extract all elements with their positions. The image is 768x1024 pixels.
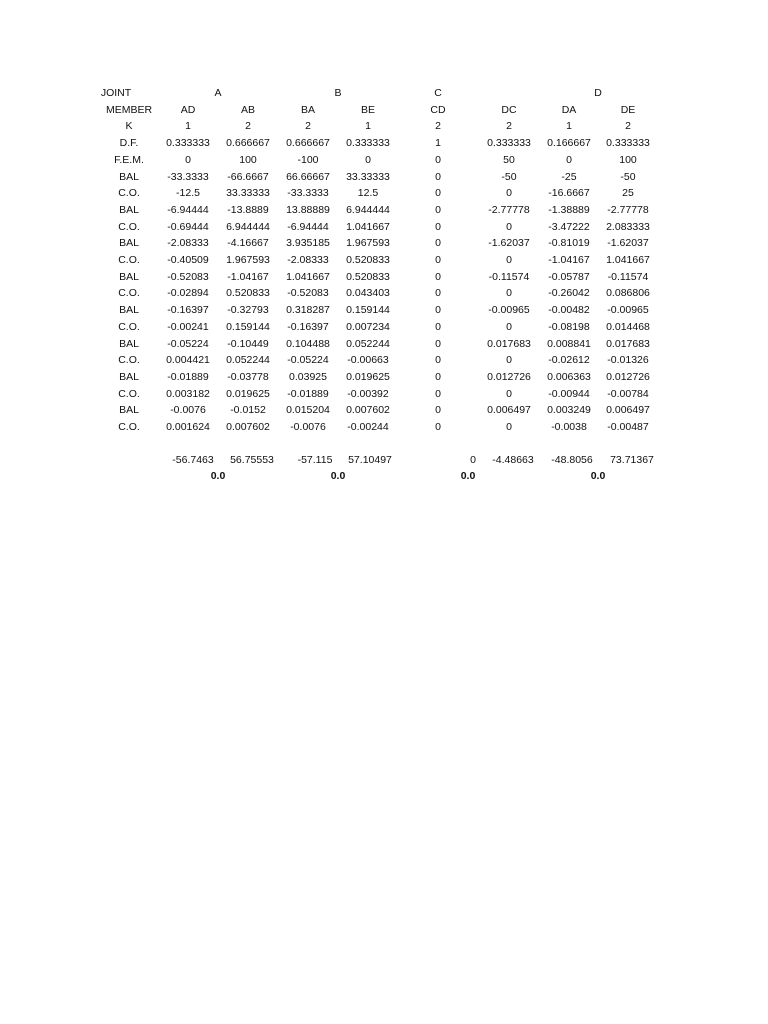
table-cell: -0.00663 (347, 354, 389, 367)
table-cell: -0.0076 (170, 404, 206, 417)
row-label: K (125, 120, 133, 133)
table-cell: 6.944444 (346, 203, 390, 216)
table-cell: 12.5 (357, 187, 379, 200)
row-label: BAL (119, 170, 139, 183)
table-cell: 0.520833 (346, 254, 390, 266)
joint-label: A (214, 87, 222, 99)
table-cell: -50 (501, 170, 517, 183)
table-cell: 0 (506, 387, 512, 400)
row-label: BAL (119, 337, 139, 350)
table-cell: 0 (435, 287, 441, 300)
table-cell: -0.02612 (548, 354, 590, 367)
row-label: C.O. (118, 254, 140, 266)
table-cell: 1.041667 (286, 270, 330, 283)
table-cell: 0.003182 (166, 387, 210, 400)
table-cell: 33.33333 (346, 170, 390, 183)
table-cell: 2 (245, 120, 251, 133)
table-cell: 0 (506, 254, 512, 266)
table-cell: 13.88889 (286, 203, 330, 216)
table-cell: -0.69444 (167, 220, 209, 233)
row-label: BAL (119, 370, 139, 383)
table-cell: 1 (435, 137, 441, 150)
row-label: D.F. (119, 137, 139, 150)
table-cell: 0 (435, 203, 441, 216)
table-cell: -0.05787 (548, 270, 590, 283)
table-cell: -0.01889 (287, 387, 329, 400)
row-label: BAL (119, 270, 139, 283)
table-cell: -0.32793 (227, 304, 269, 317)
total-moment: 57.10497 (348, 453, 392, 466)
table-cell: 0.007602 (346, 404, 390, 417)
table-cell: 0 (435, 270, 441, 283)
table-cell: 0.333333 (166, 137, 210, 150)
table-cell: -0.10449 (227, 337, 269, 350)
table-cell: 0.006497 (487, 404, 531, 417)
table-cell: 0 (185, 153, 191, 166)
table-cell: -0.00784 (607, 387, 649, 400)
table-cell: 0 (506, 421, 512, 433)
row-label: C.O. (118, 387, 140, 400)
table-cell: 3.935185 (286, 237, 330, 250)
table-cell: 0.043403 (346, 287, 390, 300)
row-label: F.E.M. (114, 153, 144, 166)
table-cell: 1 (365, 120, 371, 133)
table-cell: 0.159144 (226, 320, 270, 333)
table-cell: -0.11574 (607, 270, 649, 283)
row-label: BAL (119, 237, 139, 250)
total-moment: -57.115 (297, 453, 333, 466)
table-cell: 50 (503, 153, 515, 166)
table-cell: -0.00965 (488, 304, 530, 317)
table-cell: -0.00392 (347, 387, 389, 400)
table-cell: 0 (365, 153, 371, 166)
table-cell: -50 (620, 170, 636, 183)
table-cell: 2 (305, 120, 311, 133)
table-cell: -0.16397 (287, 320, 329, 333)
table-cell: 0.666667 (286, 137, 330, 150)
table-cell: -0.08198 (548, 320, 590, 333)
total-moment: 73.71367 (610, 453, 654, 466)
table-cell: 0.012726 (606, 370, 650, 383)
table-cell: 0.017683 (606, 337, 650, 350)
table-cell: -0.16397 (167, 304, 209, 317)
row-label: BAL (119, 304, 139, 317)
table-cell: -1.62037 (607, 237, 649, 250)
table-cell: 0.052244 (346, 337, 390, 350)
table-cell: -1.04167 (227, 270, 269, 283)
member-label: DE (620, 103, 636, 116)
table-cell: 0 (435, 370, 441, 383)
member-label: DC (501, 103, 517, 116)
table-cell: 0.019625 (346, 370, 390, 383)
table-cell: -12.5 (176, 187, 200, 200)
table-cell: -100 (297, 153, 319, 166)
table-cell: -0.05224 (167, 337, 209, 350)
row-label: BAL (119, 203, 139, 216)
table-cell: -13.8889 (227, 203, 269, 216)
joint-sum: 0.0 (590, 470, 606, 483)
table-cell: 0.104488 (286, 337, 330, 350)
table-cell: -0.81019 (548, 237, 590, 250)
row-label: BAL (119, 404, 139, 417)
table-cell: 0.666667 (226, 137, 270, 150)
table-cell: -0.02894 (167, 287, 209, 300)
table-cell: 100 (239, 153, 257, 166)
table-cell: 0.052244 (226, 354, 270, 367)
table-cell: 1.041667 (606, 254, 650, 266)
table-cell: 1.967593 (346, 237, 390, 250)
joint-sum: 0.0 (460, 470, 476, 483)
table-cell: -2.77778 (607, 203, 649, 216)
table-cell: -33.3333 (287, 187, 329, 200)
table-cell: 0.333333 (606, 137, 650, 150)
table-cell: -0.00487 (607, 421, 649, 433)
table-cell: 0 (435, 337, 441, 350)
joint-header-label: JOINT (100, 87, 132, 99)
table-cell: -0.0038 (551, 421, 587, 433)
table-cell: -1.38889 (548, 203, 590, 216)
table-cell: 0.001624 (166, 421, 210, 433)
table-cell: -0.52083 (287, 287, 329, 300)
table-cell: -3.47222 (548, 220, 590, 233)
table-cell: 2 (625, 120, 631, 133)
table-cell: 0 (566, 153, 572, 166)
table-cell: 0.166667 (547, 137, 591, 150)
member-label: BA (300, 103, 315, 116)
member-label: DA (561, 103, 577, 116)
table-cell: 0 (506, 187, 512, 200)
table-cell: -2.08333 (287, 254, 329, 266)
table-cell: 0.006497 (606, 404, 650, 417)
table-cell: 0 (435, 404, 441, 417)
table-cell: -2.08333 (167, 237, 209, 250)
table-cell: 2 (506, 120, 512, 133)
table-cell: -6.94444 (167, 203, 209, 216)
table-cell: 66.66667 (286, 170, 330, 183)
table-cell: 0.015204 (286, 404, 330, 417)
total-moment: 56.75553 (230, 453, 274, 466)
table-cell: -33.3333 (167, 170, 209, 183)
table-cell: 0 (506, 220, 512, 233)
table-cell: 0.03925 (289, 370, 327, 383)
table-cell: -1.62037 (488, 237, 530, 250)
table-cell: 0 (435, 220, 441, 233)
table-cell: 33.33333 (226, 187, 270, 200)
table-cell: 0 (506, 287, 512, 300)
table-cell: -6.94444 (287, 220, 329, 233)
member-label: BE (360, 103, 375, 116)
table-cell: -0.00944 (548, 387, 590, 400)
table-cell: -0.00244 (347, 421, 389, 433)
table-cell: 0.003249 (547, 404, 591, 417)
total-moment: 0 (470, 453, 476, 466)
row-label: C.O. (118, 287, 140, 300)
table-cell: -0.26042 (548, 287, 590, 300)
row-label: C.O. (118, 187, 140, 200)
table-cell: -0.00965 (607, 304, 649, 317)
table-cell: 1.967593 (226, 254, 270, 266)
table-cell: -66.6667 (227, 170, 269, 183)
table-cell: -0.01889 (167, 370, 209, 383)
table-cell: 0.086806 (606, 287, 650, 300)
row-label: C.O. (118, 354, 140, 367)
row-label: C.O. (118, 421, 140, 433)
table-cell: 0 (435, 187, 441, 200)
table-cell: -4.16667 (227, 237, 269, 250)
table-cell: 2 (435, 120, 441, 133)
table-cell: -0.0152 (230, 404, 266, 417)
table-cell: 0.333333 (487, 137, 531, 150)
table-cell: 0 (435, 254, 441, 266)
table-cell: 0 (506, 354, 512, 367)
table-cell: 0 (435, 421, 441, 433)
table-cell: 2.083333 (606, 220, 650, 233)
table-cell: 1 (185, 120, 191, 133)
total-moment: -56.7463 (172, 453, 214, 466)
total-moment: -48.8056 (551, 453, 593, 466)
member-label: AD (180, 103, 196, 116)
table-cell: 25 (622, 187, 634, 200)
table-cell: -0.03778 (227, 370, 269, 383)
row-label: C.O. (118, 220, 140, 233)
total-moment: -4.48663 (492, 453, 534, 466)
joint-label: B (334, 87, 342, 99)
joint-label: C (434, 87, 442, 99)
table-cell: 0.007234 (346, 320, 390, 333)
table-cell: 0.520833 (346, 270, 390, 283)
table-cell: 0.333333 (346, 137, 390, 150)
table-cell: -2.77778 (488, 203, 530, 216)
table-cell: 0.004421 (166, 354, 210, 367)
table-cell: 0.012726 (487, 370, 531, 383)
table-cell: -0.40509 (167, 254, 209, 266)
member-label: CD (430, 103, 446, 116)
table-cell: -0.52083 (167, 270, 209, 283)
table-cell: -16.6667 (548, 187, 590, 200)
table-cell: 1.041667 (346, 220, 390, 233)
table-cell: 100 (619, 153, 637, 166)
table-cell: 0.008841 (547, 337, 591, 350)
table-cell: 0 (435, 320, 441, 333)
table-cell: 0.014468 (606, 320, 650, 333)
joint-label: D (594, 87, 602, 99)
table-cell: -1.04167 (548, 254, 590, 266)
table-cell: -0.05224 (287, 354, 329, 367)
table-cell: 1 (566, 120, 572, 133)
table-cell: 0 (435, 304, 441, 317)
table-cell: 0.007602 (226, 421, 270, 433)
table-cell: 0.006363 (547, 370, 591, 383)
table-cell: 0.019625 (226, 387, 270, 400)
table-cell: 0 (506, 320, 512, 333)
table-cell: 0 (435, 354, 441, 367)
table-cell: 0 (435, 170, 441, 183)
table-cell: -0.00241 (167, 320, 209, 333)
joint-sum: 0.0 (330, 470, 346, 483)
table-cell: -0.00482 (548, 304, 590, 317)
member-header-label: MEMBER (105, 103, 153, 116)
table-cell: -0.01326 (607, 354, 649, 367)
joint-sum: 0.0 (210, 470, 226, 483)
table-cell: -0.11574 (488, 270, 530, 283)
member-label: AB (240, 103, 255, 116)
table-cell: 0 (435, 153, 441, 166)
table-cell: 0.017683 (487, 337, 531, 350)
table-cell: 0 (435, 237, 441, 250)
table-cell: 0.318287 (286, 304, 330, 317)
row-label: C.O. (118, 320, 140, 333)
table-cell: -25 (561, 170, 577, 183)
table-cell: 6.944444 (226, 220, 270, 233)
table-cell: 0.159144 (346, 304, 390, 317)
table-cell: 0.520833 (226, 287, 270, 300)
table-cell: -0.0076 (290, 421, 326, 433)
table-cell: 0 (435, 387, 441, 400)
